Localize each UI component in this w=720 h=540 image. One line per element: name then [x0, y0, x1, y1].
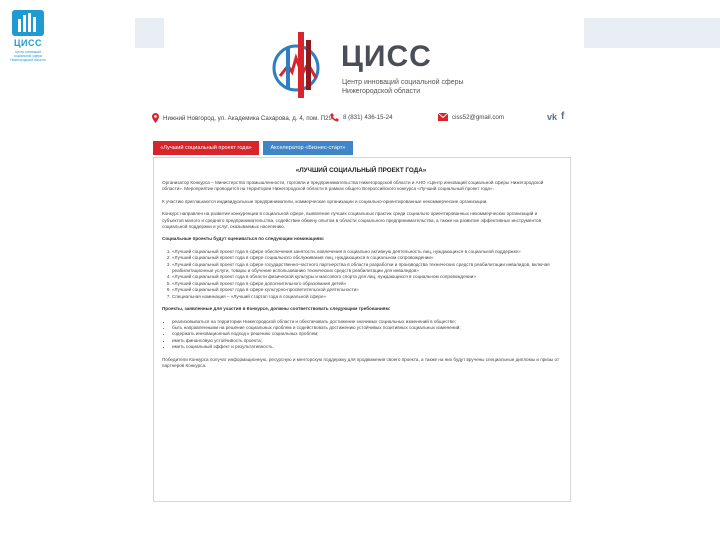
requirement-item: • реализовываться на территории Нижегородской области и обеспечивать достижение значимых социальных изменений в обществе;: [172, 319, 560, 325]
corner-logo-text: ЦИСС: [13, 38, 43, 48]
phone-text: 8 (831) 436-15-24: [343, 114, 393, 121]
address-text: Нижний Новгород, ул. Академика Сахарова, д. 4, пом. П29: [163, 114, 333, 122]
nomination-item: 4. «Лучший социальный проект года в области физической культуры и массового спорта для лиц, нуждающихся в социальном сопровождении»: [172, 274, 560, 280]
requirement-item: • содержать инновационный подход к решению социальных проблем;: [172, 331, 560, 337]
closing-paragraph: Победители Конкурса получат информационную, ресурсную и менторскую поддержку для продвижения своего проекта, а также на них будут вручены специальные дипломы и призы от партнеров Конкурса.: [162, 356, 560, 368]
top-band-segment: [584, 18, 720, 48]
address-item: [152, 113, 332, 123]
vk-icon[interactable]: vk: [547, 112, 558, 122]
facebook-icon[interactable]: f: [561, 111, 565, 122]
nomination-item: 6. «Лучший социальный проект года в сфере культурно-просветительской деятельности»: [172, 287, 560, 293]
nomination-item: 7. Специальная номинация – «Лучший стартап года в социальной сфере»: [172, 294, 560, 300]
nominations-heading: Социальные проекты будут оцениваться по следующим номинациям:: [162, 236, 325, 242]
nomination-item: 2. «Лучший социальный проект года в сфере социального обслуживания лиц, нуждающихся в социальном сопровождении»: [172, 255, 560, 261]
email-item[interactable]: [438, 113, 504, 121]
nomination-item: 5. «Лучший социальный проект года в сфере дополнительного образования детей»: [172, 281, 560, 287]
requirement-item: • быть направленными на решение социальных проблем и содействовать достижению устойчивых позитивных социальных изменений;: [172, 325, 560, 331]
content-title: «ЛУЧШИЙ СОЦИАЛЬНЫЙ ПРОЕКТ ГОДА»: [295, 167, 427, 174]
nominations-list: [162, 249, 560, 300]
corner-logo-subtitle: Центр инноваций социальной сферы Нижегородской области: [10, 50, 46, 62]
logo-subtitle: [342, 78, 464, 96]
phone-item[interactable]: [330, 113, 393, 122]
contact-bar: [150, 110, 570, 128]
logo-subtitle-line: Центр инноваций социальной сферы: [342, 79, 464, 86]
paragraph: К участию приглашаются индивидуальные предприниматели, коммерческие организации и социально-ориентированные некоммерческие организации.: [162, 198, 488, 204]
requirement-item: • иметь финансовую устойчивость проекта;: [172, 338, 560, 344]
tab-best-social-project[interactable]: «Лучший социальный проект года»: [153, 141, 259, 155]
tab-bar: [153, 141, 353, 155]
paragraph: Конкурс направлен на развитие конкуренции в социальной сфере, выявление лучших социальных практик среди социально ориентированных некоммерческих организаций и субъектов малого и среднего предпринимательства, содействие обмену опытом в области социального предпринимательства, а также на развитие эффективных инструментов социальной поддержки и услуг, оказываемых населению.: [162, 211, 542, 230]
content-panel: [153, 157, 571, 502]
requirements-list: [162, 319, 560, 351]
location-pin-icon: [152, 113, 159, 123]
tab-business-start[interactable]: Акселератор «Бизнес-старт»: [263, 141, 353, 155]
logo-subtitle-line: Нижегородской области: [342, 88, 421, 95]
logo-building-icon: [12, 10, 44, 36]
paragraph: Организатор Конкурса – Министерство промышленности, торговли и предпринимательства Нижегородской области и АНО «Центр инноваций социальной сферы Нижегородской области». Мероприятие проводится на территории Нижегородской области в рамках общего Всероссийского конкурса «Лучший социальный проект года».: [162, 180, 544, 192]
corner-logo: [6, 8, 50, 64]
requirements-heading: Проекты, заявленные для участия в Конкурсе, должны соответствовать следующим требованиям:: [162, 306, 391, 312]
email-text: ciss52@gmail.com: [452, 113, 505, 121]
ciss-logo-icon: [272, 28, 326, 104]
requirement-item: • иметь социальный эффект и результативность.: [172, 344, 560, 350]
nomination-item: 1. «Лучший социальный проект года в сфере обеспечения занятости, вовлечения в социально активную деятельность лиц, нуждающихся в социальной поддержке»: [172, 249, 560, 255]
mail-icon: [438, 113, 448, 121]
phone-icon: [330, 113, 339, 122]
site-header: [136, 22, 584, 108]
nomination-item: 3. «Лучший социальный проект года в сфере государственно-частного партнерства в области разработки и производства технических средств реабилитации инвалидов, включая реабилитационные услуги, товары и обучение использованию технических средств реабилитации для инвалидов»: [172, 262, 560, 275]
logo-name: ЦИСС: [341, 40, 432, 73]
